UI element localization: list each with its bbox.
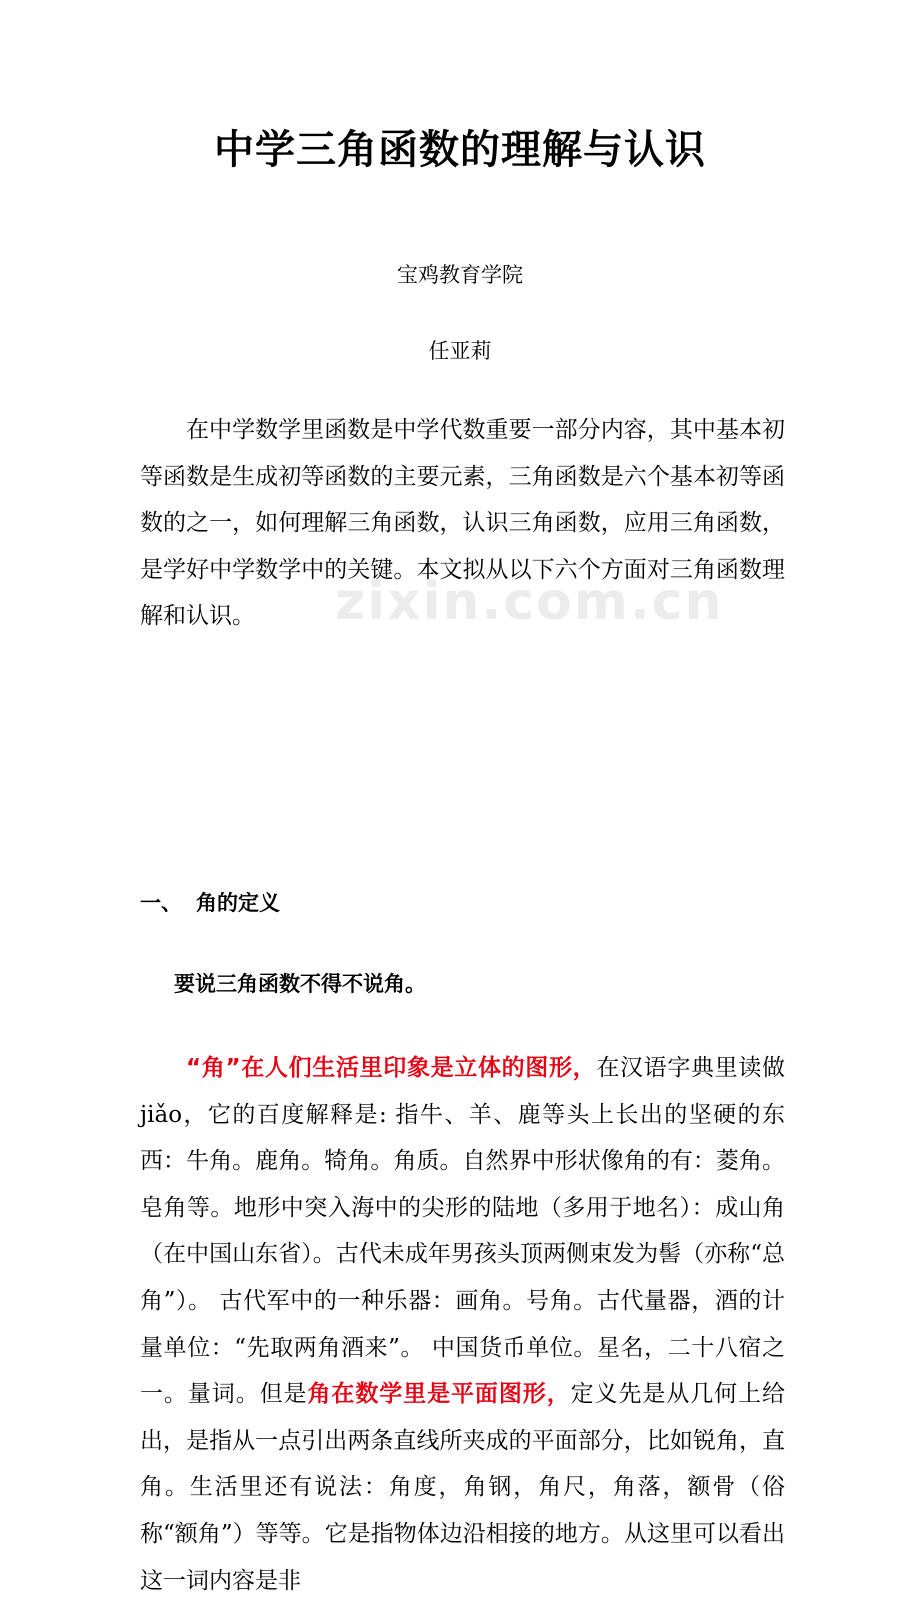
section-lead: 要说三角函数不得不说角。 xyxy=(174,971,426,996)
section-number: 一、 xyxy=(140,890,182,915)
watermark: zixin.com.cn xyxy=(335,572,724,632)
document-title: 中学三角函数的理解与认识 xyxy=(214,126,706,173)
paragraph-text-2: 定义先是从几何上给出，是指从一点引出两条直线所夹成的平面部分，比如锐角，直角。生活里还有说法：角度，角钢，角尺，角落，额骨（俗称“额角”）等等。它是指物体边沿相接的地方。从这里可以看出这一词内容是非 xyxy=(140,1381,786,1594)
affiliation: 宝鸡教育学院 xyxy=(397,263,523,287)
section-heading-1 xyxy=(140,886,785,920)
author-name: 任亚莉 xyxy=(428,339,492,363)
paragraph-text-1: 在汉语字典里读做 jiǎo，它的百度解释是: 指牛、羊、鹿等头上长出的坚硬的东西：牛角。鹿角。犄角。角质。自然界中形状像角的有：菱角。皂角等。地形中突入海中的尖形的陆地（多用于地名）：成山角（在中国山东省）。古代未成年男孩头顶两侧束发为髻（亦称“总角”）。 古代军中的一种乐器：画角。号角。古代量器，酒的计量单位：“先取两角酒来”。 中国货币单位。星名，二十八宿之一。量词。但是 xyxy=(140,1054,786,1408)
section-1-paragraph xyxy=(140,1045,785,1604)
section-title: 角的定义 xyxy=(196,890,280,915)
highlight-text-1: “角”在人们生活里印象是立体的图形， xyxy=(186,1054,597,1081)
intro-paragraph: 在中学数学里函数是中学代数重要一部分内容，其中基本初等函数是生成初等函数的主要元素，三角函数是六个基本初等函数的之一，如何理解三角函数，认识三角函数，应用三角函数，是学好中学数学中的关键。本文拟从以下六个方面对三角函数理解和认识。 xyxy=(140,417,785,630)
highlight-text-2: 角在数学里是平面图形， xyxy=(307,1381,571,1408)
